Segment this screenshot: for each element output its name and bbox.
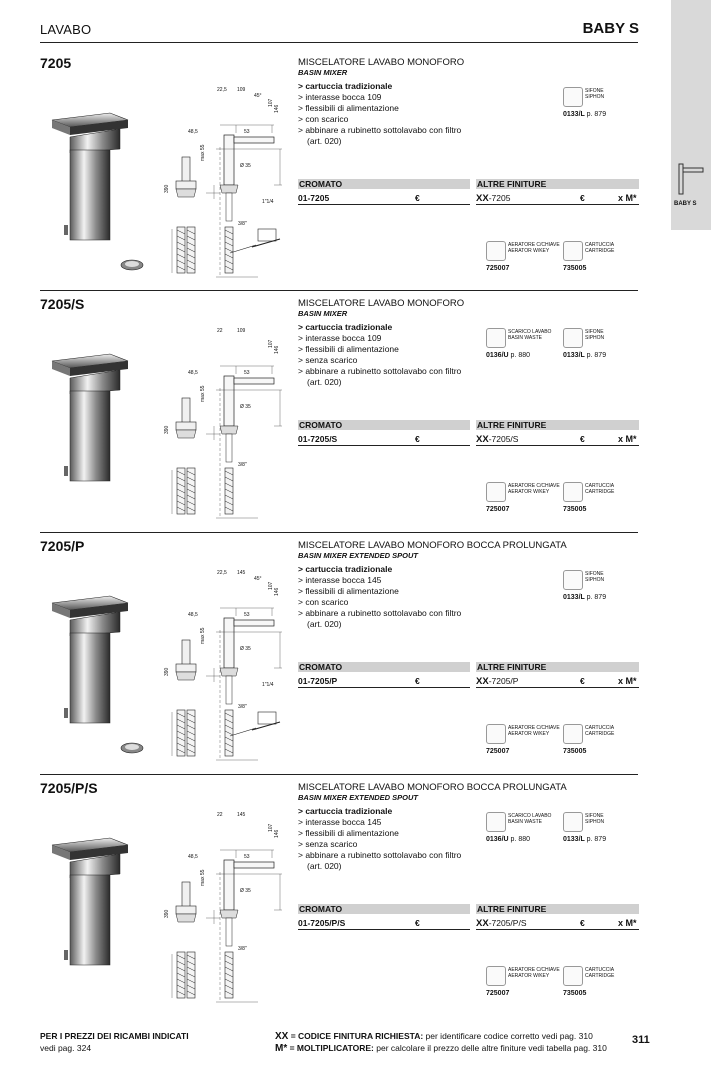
section-divider <box>40 774 638 775</box>
product-section <box>0 296 671 532</box>
accessory-label-en: SIPHON <box>585 577 605 583</box>
drawing-dimension-label: Ø 35 <box>240 646 251 652</box>
accessory-code <box>563 352 606 359</box>
accessory-label-it: CARTUCCIA <box>585 483 615 489</box>
accessory-code-value: 735005 <box>563 990 587 997</box>
drawing-dimension-label: 22 <box>217 328 223 334</box>
accessory-code-value: 0133/L <box>563 111 585 118</box>
accessory-code <box>563 265 586 272</box>
section-divider <box>40 532 638 533</box>
drawing-dimension-label: 3/8" <box>238 221 247 227</box>
technical-drawing <box>160 560 292 775</box>
feature-item: > flessibili di alimentazione <box>298 586 399 596</box>
product-title: MISCELATORE LAVABO MONOFORO <box>298 298 465 309</box>
accessory-code-value: 725007 <box>486 748 510 755</box>
accessory-label-it: SCARICO LAVABO <box>508 813 552 819</box>
accessory-page-ref: p. 879 <box>586 594 607 601</box>
feature-item: > flessibili di alimentazione <box>298 828 399 838</box>
header-section: LAVABO <box>40 22 92 37</box>
drawing-dimension-label: 109 <box>237 87 246 93</box>
drawing-dimension-label: max 55 <box>200 144 206 161</box>
accessory-code-value: 735005 <box>563 748 587 755</box>
footer-m-note: per calcolare il prezzo delle altre finiture vedi tabella pag. 310 <box>373 1043 607 1053</box>
section-divider <box>40 290 638 291</box>
accessory-label <box>508 242 560 254</box>
technical-drawing <box>160 77 292 292</box>
accessory-thumbnail-icon <box>486 482 506 502</box>
accessory-code <box>563 594 606 601</box>
accessory-label-en: BASIN WASTE <box>508 335 542 341</box>
accessory-label <box>585 967 614 979</box>
accessory-label-en: BASIN WASTE <box>508 819 542 825</box>
drawing-dimension-label: 3/8" <box>238 704 247 710</box>
accessory-label-en: AERATOR W/KEY <box>508 489 550 495</box>
chrome-price-currency: € <box>415 434 420 444</box>
multiplier-label: x M* <box>618 193 637 203</box>
feature-item: > cartuccia tradizionale <box>298 322 393 332</box>
feature-item: > con scarico <box>298 597 349 607</box>
product-subtitle: BASIN MIXER <box>298 68 348 77</box>
drawing-dimension-label: 53 <box>244 129 250 135</box>
accessory-label <box>508 967 560 979</box>
feature-item: > interasse bocca 109 <box>298 333 382 343</box>
drawing-dimension-label: 1"1/4 <box>262 199 274 205</box>
drawing-dimension-label: 22 <box>217 812 223 818</box>
accessory-code-value: 735005 <box>563 506 587 513</box>
accessory-code-value: 0133/L <box>563 352 585 359</box>
feature-item: > cartuccia tradizionale <box>298 81 393 91</box>
accessory-label-en: AERATOR W/KEY <box>508 248 550 254</box>
accessory-code-value: 0136/U <box>486 352 509 359</box>
accessory-code-value: 0136/U <box>486 836 509 843</box>
drawing-dimension-label: 146 <box>274 345 280 354</box>
multiplier-label: x M* <box>618 918 637 928</box>
accessory-label <box>585 88 604 100</box>
accessory-page-ref: p. 880 <box>510 836 530 843</box>
feature-item-continued: (art. 020) <box>307 861 342 871</box>
drawing-dimension-label: 390 <box>164 909 170 918</box>
accessory-thumbnail-icon <box>486 241 506 261</box>
accessory-page-ref: p. 879 <box>586 111 607 118</box>
other-finish-article-code <box>476 676 518 687</box>
product-code: 7205/P <box>40 538 85 554</box>
header-series: BABY S <box>582 20 639 37</box>
accessory-label-en: AERATOR W/KEY <box>508 731 550 737</box>
product-section <box>0 538 671 774</box>
product-subtitle: BASIN MIXER EXTENDED SPOUT <box>298 793 419 802</box>
drawing-dimension-label: Ø 35 <box>240 888 251 894</box>
finish-chrome-header: CROMATO <box>298 662 470 672</box>
finish-other-header: ALTRE FINITURE <box>476 420 639 430</box>
product-subtitle: BASIN MIXER <box>298 309 348 318</box>
accessory-thumbnail-icon <box>563 87 583 107</box>
side-tab[interactable] <box>671 0 711 230</box>
accessory-page-ref: p. 880 <box>510 352 530 359</box>
drawing-dimension-label: 48,5 <box>188 129 198 135</box>
feature-item: > abbinare a rubinetto sottolavabo con filtro <box>298 125 462 135</box>
chrome-price-currency: € <box>415 676 420 686</box>
accessory-label-it: SIFONE <box>585 813 604 819</box>
accessory-label-en: CARTRIDGE <box>585 248 615 254</box>
drawing-dimension-label: 107 <box>268 339 274 348</box>
feature-list <box>298 81 461 147</box>
finish-code-placeholder: XX <box>476 193 489 204</box>
drawing-dimension-label: 146 <box>274 104 280 113</box>
row-underline <box>298 445 470 446</box>
accessory-code-value: 0133/L <box>563 836 585 843</box>
drawing-dimension-label: 45° <box>254 93 262 99</box>
accessory-thumbnail-icon <box>563 570 583 590</box>
feature-item: > interasse bocca 145 <box>298 817 382 827</box>
accessory-code <box>486 836 530 843</box>
product-code: 7205/S <box>40 296 85 312</box>
product-photo <box>40 336 150 521</box>
drawing-dimension-label: 107 <box>268 581 274 590</box>
accessory-label-it: AERATORE C/CHIAVE <box>508 725 560 731</box>
feature-item: > flessibili di alimentazione <box>298 103 399 113</box>
accessory-code-value: 0133/L <box>563 594 585 601</box>
accessory-code-value: 725007 <box>486 265 510 272</box>
accessory-code <box>486 990 509 997</box>
accessory-label <box>508 725 560 737</box>
accessory-thumbnail-icon <box>486 812 506 832</box>
product-title: MISCELATORE LAVABO MONOFORO BOCCA PROLUNGATA <box>298 782 567 793</box>
accessory-thumbnail-icon <box>486 724 506 744</box>
finish-other-header: ALTRE FINITURE <box>476 179 639 189</box>
finish-code-placeholder: XX <box>476 676 489 687</box>
drawing-dimension-label: 390 <box>164 425 170 434</box>
footer-xx-line <box>275 1031 593 1042</box>
finish-code-placeholder: XX <box>476 918 489 929</box>
product-code: 7205/P/S <box>40 780 98 796</box>
accessory-label-it: AERATORE C/CHIAVE <box>508 967 560 973</box>
footer-left-2: vedi pag. 324 <box>40 1043 92 1053</box>
footer-m-text: = MOLTIPLICATORE: <box>287 1043 374 1053</box>
accessory-thumbnail-icon <box>563 482 583 502</box>
chrome-article-code: 01-7205 <box>298 193 330 203</box>
product-subtitle: BASIN MIXER EXTENDED SPOUT <box>298 551 419 560</box>
accessory-label-en: CARTRIDGE <box>585 731 615 737</box>
other-price-currency: € <box>580 193 585 203</box>
chrome-price-currency: € <box>415 918 420 928</box>
other-finish-code-suffix: -7205/S <box>488 434 519 444</box>
accessory-label-en: AERATOR W/KEY <box>508 973 550 979</box>
accessory-code <box>563 748 586 755</box>
row-underline <box>476 687 639 688</box>
accessory-code-value: 725007 <box>486 506 510 513</box>
accessory-label-en: CARTRIDGE <box>585 489 615 495</box>
drawing-dimension-label: 145 <box>237 812 246 818</box>
other-price-currency: € <box>580 918 585 928</box>
accessory-label <box>508 813 551 825</box>
accessory-label-it: AERATORE C/CHIAVE <box>508 242 560 248</box>
drawing-dimension-label: 22,5 <box>217 570 227 576</box>
technical-drawing <box>160 318 292 533</box>
row-underline <box>476 204 639 205</box>
drawing-dimension-label: 48,5 <box>188 612 198 618</box>
chrome-article-code: 01-7205/S <box>298 434 338 444</box>
feature-item-continued: (art. 020) <box>307 377 342 387</box>
product-photo <box>40 95 150 280</box>
drawing-dimension-label: 3/8" <box>238 462 247 468</box>
accessory-thumbnail-icon <box>563 724 583 744</box>
drawing-dimension-label: 107 <box>268 98 274 107</box>
drawing-dimension-label: 48,5 <box>188 370 198 376</box>
other-finish-code-suffix: -7205/P <box>488 676 519 686</box>
product-title: MISCELATORE LAVABO MONOFORO <box>298 57 465 68</box>
finish-chrome-header: CROMATO <box>298 179 470 189</box>
drawing-dimension-label: max 55 <box>200 627 206 644</box>
drawing-dimension-label: 22,5 <box>217 87 227 93</box>
footer-m-line <box>275 1043 607 1054</box>
other-price-currency: € <box>580 676 585 686</box>
product-section <box>0 780 671 1016</box>
accessory-label-en: SIPHON <box>585 335 605 341</box>
feature-item: > senza scarico <box>298 839 358 849</box>
accessory-label-it: CARTUCCIA <box>585 242 615 248</box>
accessory-label <box>585 725 614 737</box>
accessory-label-it: SCARICO LAVABO <box>508 329 552 335</box>
drawing-dimension-label: max 55 <box>200 385 206 402</box>
feature-list <box>298 806 461 872</box>
product-photo <box>40 578 150 763</box>
feature-list <box>298 564 461 630</box>
accessory-thumbnail-icon <box>563 812 583 832</box>
accessory-thumbnail-icon <box>563 966 583 986</box>
finish-code-placeholder: XX <box>476 434 489 445</box>
drawing-dimension-label: 3/8" <box>238 946 247 952</box>
other-finish-article-code <box>476 193 510 204</box>
other-price-currency: € <box>580 434 585 444</box>
accessory-label <box>508 483 560 495</box>
feature-item-continued: (art. 020) <box>307 136 342 146</box>
finish-other-header: ALTRE FINITURE <box>476 662 639 672</box>
accessory-label-it: SIFONE <box>585 571 604 577</box>
accessory-code <box>563 506 586 513</box>
accessory-label-it: CARTUCCIA <box>585 967 615 973</box>
accessory-code <box>486 265 509 272</box>
accessory-label <box>508 329 551 341</box>
header-divider <box>40 42 638 43</box>
accessory-label <box>585 571 604 583</box>
product-title: MISCELATORE LAVABO MONOFORO BOCCA PROLUNGATA <box>298 540 567 551</box>
accessory-code <box>486 748 509 755</box>
multiplier-label: x M* <box>618 434 637 444</box>
accessory-label-en: SIPHON <box>585 94 605 100</box>
drawing-dimension-label: 145 <box>237 570 246 576</box>
accessory-code <box>486 506 509 513</box>
other-finish-code-suffix: -7205 <box>488 193 511 203</box>
accessory-label-it: SIFONE <box>585 329 604 335</box>
accessory-label-it: SIFONE <box>585 88 604 94</box>
side-tab-label: BABY S <box>674 201 697 207</box>
other-finish-article-code <box>476 918 527 929</box>
footer-xx-note: per identificare codice corretto vedi pag. 310 <box>423 1031 593 1041</box>
accessory-page-ref: p. 879 <box>586 352 607 359</box>
product-code: 7205 <box>40 55 72 71</box>
feature-list <box>298 322 461 388</box>
accessory-label-it: AERATORE C/CHIAVE <box>508 483 560 489</box>
drawing-dimension-label: 48,5 <box>188 854 198 860</box>
footer-m-key: M* <box>275 1043 288 1054</box>
other-finish-code-suffix: -7205/P/S <box>488 918 527 928</box>
accessory-thumbnail-icon <box>486 328 506 348</box>
row-underline <box>476 929 639 930</box>
drawing-dimension-label: 146 <box>274 587 280 596</box>
feature-item: > senza scarico <box>298 355 358 365</box>
feature-item: > abbinare a rubinetto sottolavabo con filtro <box>298 366 462 376</box>
drawing-dimension-label: 109 <box>237 328 246 334</box>
accessory-label-en: SIPHON <box>585 819 605 825</box>
accessory-label <box>585 483 614 495</box>
drawing-dimension-label: 53 <box>244 612 250 618</box>
accessory-label-en: CARTRIDGE <box>585 973 615 979</box>
drawing-dimension-label: Ø 35 <box>240 163 251 169</box>
chrome-article-code: 01-7205/P <box>298 676 338 686</box>
feature-item: > interasse bocca 109 <box>298 92 382 102</box>
product-photo <box>40 820 150 1005</box>
feature-item: > cartuccia tradizionale <box>298 806 393 816</box>
accessory-code <box>563 990 586 997</box>
finish-chrome-header: CROMATO <box>298 904 470 914</box>
drawing-dimension-label: 1"1/4 <box>262 682 274 688</box>
footer-left-1: PER I PREZZI DEI RICAMBI INDICATI <box>40 1031 189 1041</box>
accessory-thumbnail-icon <box>563 328 583 348</box>
drawing-dimension-label: 107 <box>268 823 274 832</box>
other-finish-article-code <box>476 434 518 445</box>
accessory-code-value: 725007 <box>486 990 510 997</box>
feature-item: > flessibili di alimentazione <box>298 344 399 354</box>
feature-item: > cartuccia tradizionale <box>298 564 393 574</box>
feature-item: > con scarico <box>298 114 349 124</box>
chrome-article-code: 01-7205/P/S <box>298 918 346 928</box>
technical-drawing <box>160 802 292 1017</box>
feature-item-continued: (art. 020) <box>307 619 342 629</box>
accessory-label <box>585 329 604 341</box>
accessory-code-value: 735005 <box>563 265 587 272</box>
drawing-dimension-label: 390 <box>164 667 170 676</box>
accessory-label <box>585 813 604 825</box>
row-underline <box>298 204 470 205</box>
accessory-code <box>486 352 530 359</box>
drawing-dimension-label: 53 <box>244 370 250 376</box>
accessory-code <box>563 836 606 843</box>
accessory-page-ref: p. 879 <box>586 836 607 843</box>
feature-item: > abbinare a rubinetto sottolavabo con filtro <box>298 608 462 618</box>
row-underline <box>476 445 639 446</box>
mixer-icon <box>675 160 707 196</box>
accessory-thumbnail-icon <box>563 241 583 261</box>
finish-other-header: ALTRE FINITURE <box>476 904 639 914</box>
feature-item: > abbinare a rubinetto sottolavabo con filtro <box>298 850 462 860</box>
feature-item: > interasse bocca 145 <box>298 575 382 585</box>
finish-chrome-header: CROMATO <box>298 420 470 430</box>
accessory-label <box>585 242 614 254</box>
drawing-dimension-label: 53 <box>244 854 250 860</box>
product-section <box>0 55 671 291</box>
drawing-dimension-label: 390 <box>164 184 170 193</box>
multiplier-label: x M* <box>618 676 637 686</box>
page-number: 311 <box>632 1034 650 1046</box>
drawing-dimension-label: Ø 35 <box>240 404 251 410</box>
drawing-dimension-label: 146 <box>274 829 280 838</box>
drawing-dimension-label: 45° <box>254 576 262 582</box>
row-underline <box>298 929 470 930</box>
row-underline <box>298 687 470 688</box>
accessory-label-it: CARTUCCIA <box>585 725 615 731</box>
accessory-thumbnail-icon <box>486 966 506 986</box>
chrome-price-currency: € <box>415 193 420 203</box>
footer-xx-text: = CODICE FINITURA RICHIESTA: <box>288 1031 424 1041</box>
accessory-code <box>563 111 606 118</box>
drawing-dimension-label: max 55 <box>200 869 206 886</box>
footer-xx-key: XX <box>275 1031 289 1042</box>
